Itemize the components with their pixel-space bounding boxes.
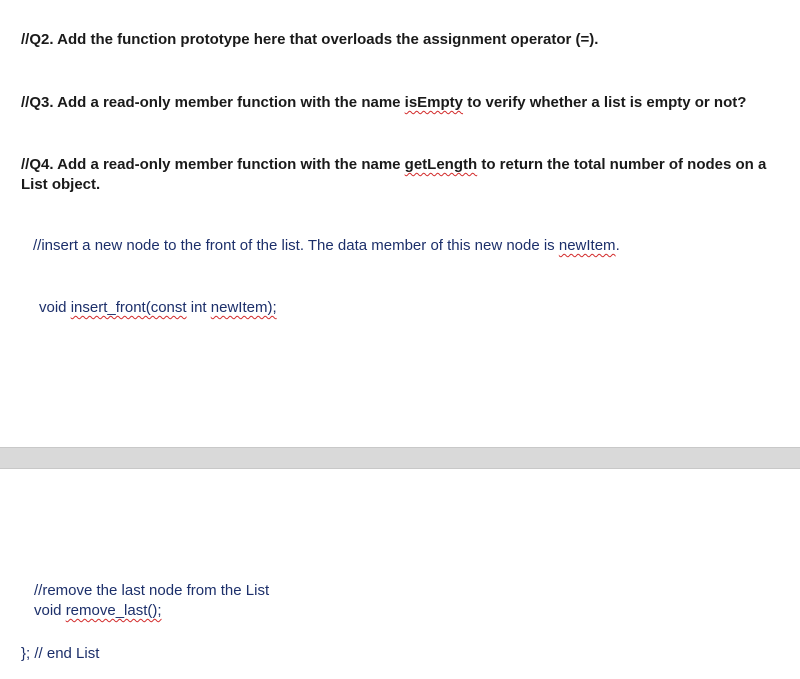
- insert-comment-keyword: newItem: [558, 237, 616, 254]
- insert-comment-text-pre: //insert a new node to the front of the list. The data member of this new node is: [33, 237, 559, 254]
- question-q3-text-pre: //Q3. Add a read-only member function with the name: [21, 94, 405, 111]
- question-q4-keyword: getLength: [404, 156, 478, 173]
- question-q4-text-pre: //Q4. Add a read-only member function with the name: [21, 156, 405, 173]
- question-q2-text: //Q2. Add the function prototype here that overloads the assignment operator (=).: [21, 31, 599, 48]
- insert-fn-name: insert_front(const: [70, 299, 187, 316]
- insert-fn-mid: int: [186, 299, 211, 316]
- insert-front-comment: [33, 236, 620, 256]
- question-q3-text-post: to verify whether a list is empty or not?: [463, 94, 747, 111]
- question-q4-text-post: to return the total number of nodes on a List object.: [21, 156, 767, 193]
- insert-fn-param: newItem);: [210, 299, 277, 316]
- document-page-2: [0, 469, 800, 679]
- end-list-line: }; // end List: [21, 645, 100, 662]
- insert-fn-return-type: void: [39, 299, 71, 316]
- page-break-separator: [0, 447, 800, 469]
- question-q2: [21, 30, 781, 50]
- question-q4: [21, 155, 781, 195]
- insert-front-declaration: [39, 298, 277, 318]
- question-q3: [21, 93, 781, 113]
- insert-comment-text-post: .: [615, 237, 620, 254]
- remove-fn-return-type: void: [34, 602, 66, 619]
- question-q3-keyword: isEmpty: [404, 94, 464, 111]
- remove-fn-name: remove_last();: [65, 602, 162, 619]
- remove-last-comment: //remove the last node from the List: [34, 582, 270, 599]
- remove-last-declaration: [34, 601, 162, 621]
